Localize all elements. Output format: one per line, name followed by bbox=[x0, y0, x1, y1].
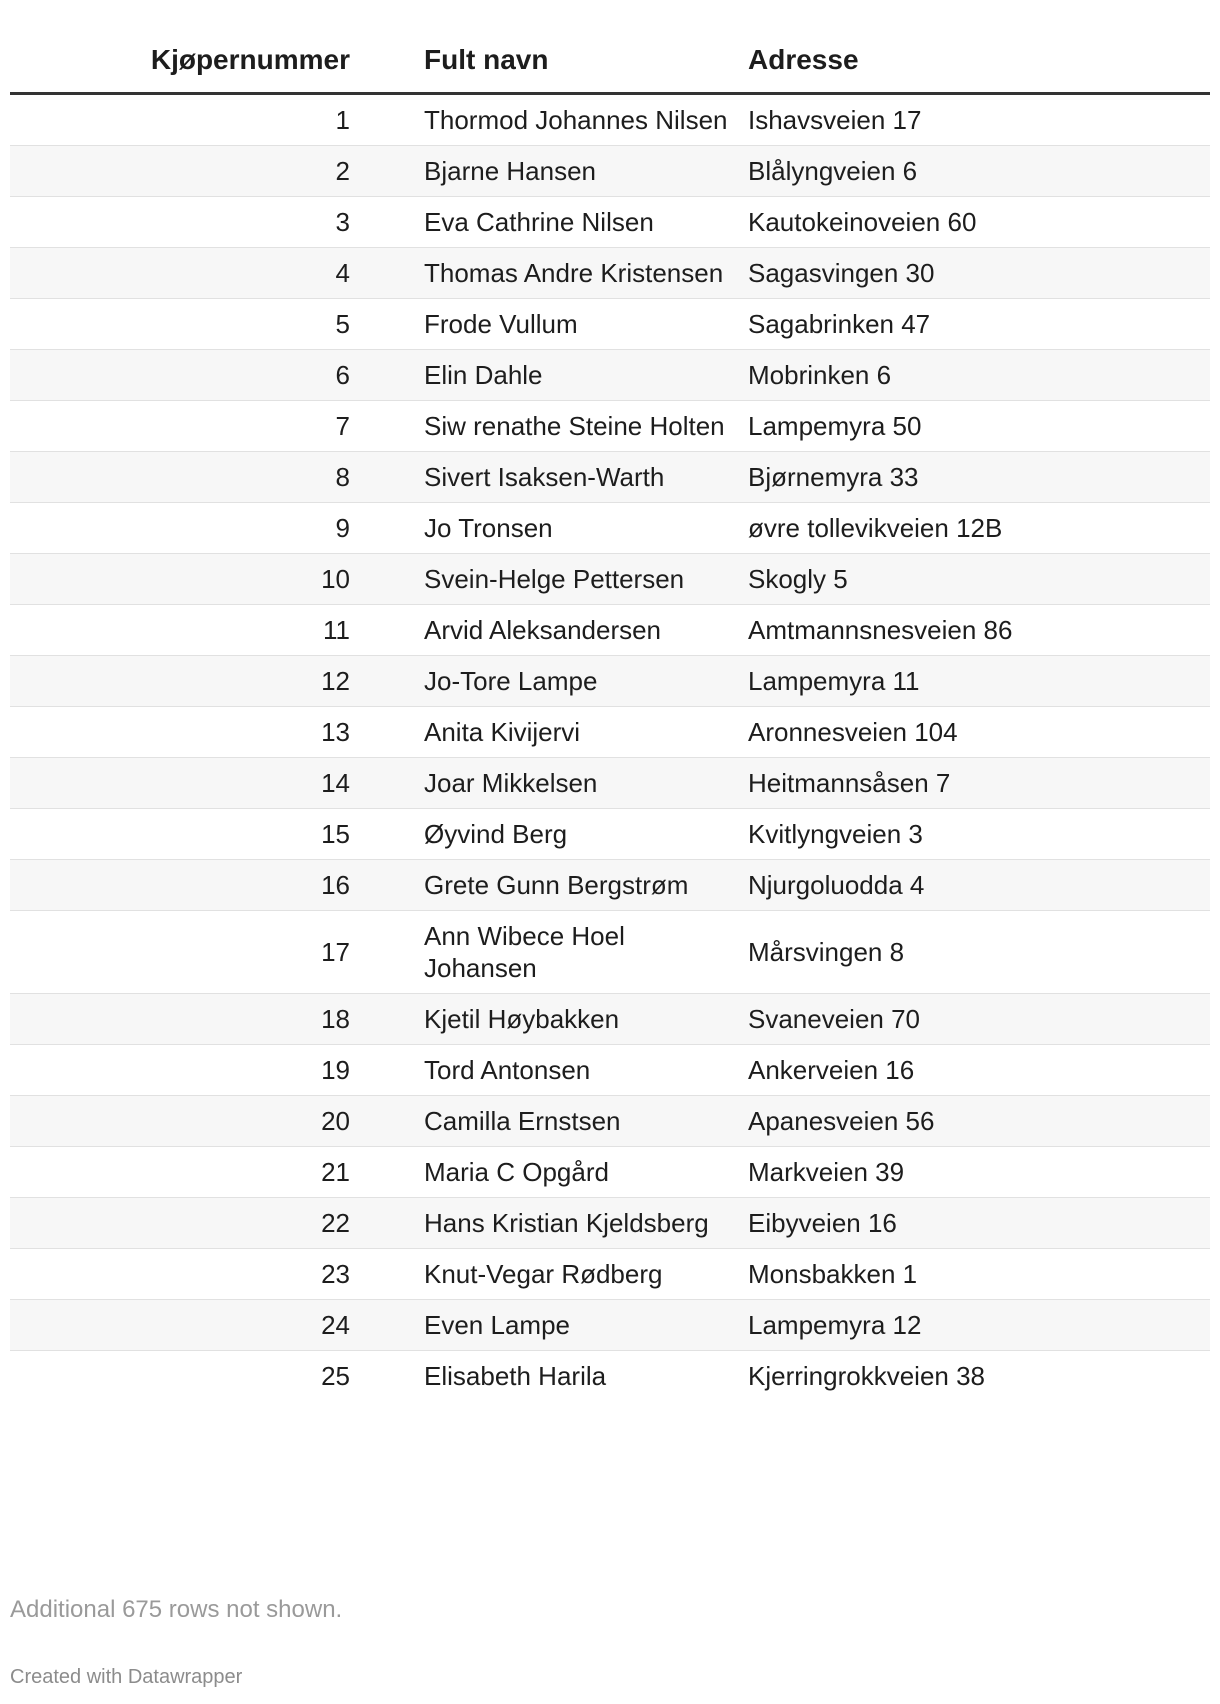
table-row bbox=[10, 146, 1210, 197]
cell-fult-navn: Jo-Tore Lampe bbox=[360, 656, 748, 707]
cell-kjopernummer: 2 bbox=[10, 146, 360, 197]
table-row bbox=[10, 605, 1210, 656]
cell-fult-navn: Siw renathe Steine Holten bbox=[360, 401, 748, 452]
cell-adresse: Sagabrinken 47 bbox=[748, 299, 1210, 350]
cell-fult-navn: Kjetil Høybakken bbox=[360, 994, 748, 1045]
table-row bbox=[10, 1198, 1210, 1249]
cell-adresse: Ankerveien 16 bbox=[748, 1045, 1210, 1096]
table-body bbox=[10, 94, 1210, 1402]
table-row bbox=[10, 994, 1210, 1045]
cell-kjopernummer: 11 bbox=[10, 605, 360, 656]
cell-kjopernummer: 10 bbox=[10, 554, 360, 605]
cell-adresse: Sagasvingen 30 bbox=[748, 248, 1210, 299]
cell-adresse: Svaneveien 70 bbox=[748, 994, 1210, 1045]
cell-fult-navn: Tord Antonsen bbox=[360, 1045, 748, 1096]
cell-adresse: Kvitlyngveien 3 bbox=[748, 809, 1210, 860]
cell-kjopernummer: 24 bbox=[10, 1300, 360, 1351]
cell-fult-navn: Grete Gunn Bergstrøm bbox=[360, 860, 748, 911]
table-row bbox=[10, 809, 1210, 860]
cell-fult-navn: Hans Kristian Kjeldsberg bbox=[360, 1198, 748, 1249]
cell-fult-navn: Øyvind Berg bbox=[360, 809, 748, 860]
cell-adresse: Skogly 5 bbox=[748, 554, 1210, 605]
table-row bbox=[10, 758, 1210, 809]
cell-kjopernummer: 5 bbox=[10, 299, 360, 350]
cell-adresse: Heitmannsåsen 7 bbox=[748, 758, 1210, 809]
table-row bbox=[10, 1045, 1210, 1096]
data-table bbox=[10, 36, 1210, 1401]
table-row bbox=[10, 197, 1210, 248]
table-row bbox=[10, 554, 1210, 605]
cell-adresse: Lampemyra 11 bbox=[748, 656, 1210, 707]
table-row bbox=[10, 656, 1210, 707]
cell-adresse: Ishavsveien 17 bbox=[748, 94, 1210, 146]
cell-fult-navn: Ann Wibece Hoel Johansen bbox=[360, 911, 748, 994]
cell-fult-navn: Arvid Aleksandersen bbox=[360, 605, 748, 656]
table-row bbox=[10, 1300, 1210, 1351]
cell-fult-navn: Svein-Helge Pettersen bbox=[360, 554, 748, 605]
table-row bbox=[10, 707, 1210, 758]
cell-kjopernummer: 13 bbox=[10, 707, 360, 758]
table-row bbox=[10, 248, 1210, 299]
cell-fult-navn: Elisabeth Harila bbox=[424, 1361, 607, 1391]
cell-kjopernummer: 7 bbox=[10, 401, 360, 452]
table-row bbox=[10, 911, 1210, 994]
cell-fult-navn: Even Lampe bbox=[360, 1300, 748, 1351]
cell-fult-navn: Bjarne Hansen bbox=[360, 146, 748, 197]
cell-kjopernummer: 21 bbox=[10, 1147, 360, 1198]
cell-adresse: Eibyveien 16 bbox=[748, 1198, 1210, 1249]
cell-fult-navn: Camilla Ernstsen bbox=[360, 1096, 748, 1147]
cell-kjopernummer: 19 bbox=[10, 1045, 360, 1096]
cell-adresse: Amtmannsnesveien 86 bbox=[748, 605, 1210, 656]
table-row bbox=[10, 94, 1210, 146]
table-row bbox=[10, 452, 1210, 503]
cell-fult-navn: Thomas Andre Kristensen bbox=[360, 248, 748, 299]
cell-adresse: Apanesveien 56 bbox=[748, 1096, 1210, 1147]
table-row bbox=[10, 1147, 1210, 1198]
table-row bbox=[10, 503, 1210, 554]
table-row bbox=[10, 860, 1210, 911]
cell-fult-navn: Anita Kivijervi bbox=[360, 707, 748, 758]
cell-adresse: Lampemyra 12 bbox=[748, 1300, 1210, 1351]
data-table-container bbox=[10, 36, 1210, 1401]
cell-fult-navn: Sivert Isaksen-Warth bbox=[360, 452, 748, 503]
table-row bbox=[10, 1351, 1210, 1402]
cell-kjopernummer: 20 bbox=[10, 1096, 360, 1147]
cell-kjopernummer: 6 bbox=[10, 350, 360, 401]
cell-adresse: Monsbakken 1 bbox=[748, 1249, 1210, 1300]
cell-kjopernummer: 16 bbox=[10, 860, 360, 911]
rows-not-shown-note: Additional 675 rows not shown. bbox=[10, 1596, 343, 1623]
table-row bbox=[10, 1249, 1210, 1300]
table-row bbox=[10, 350, 1210, 401]
cell-adresse: Mårsvingen 8 bbox=[748, 911, 1210, 994]
cell-adresse: Blålyngveien 6 bbox=[748, 146, 1210, 197]
cell-kjopernummer: 17 bbox=[10, 911, 360, 994]
cell-kjopernummer: 12 bbox=[10, 656, 360, 707]
cell-adresse: øvre tollevikveien 12B bbox=[748, 503, 1210, 554]
cell-fult-navn: Thormod Johannes Nilsen bbox=[360, 94, 748, 146]
cell-adresse: Aronnesveien 104 bbox=[748, 707, 1210, 758]
cell-adresse: Kautokeinoveien 60 bbox=[748, 197, 1210, 248]
cell-kjopernummer: 8 bbox=[10, 452, 360, 503]
cell-fult-navn: Jo Tronsen bbox=[360, 503, 748, 554]
cell-fult-navn: Eva Cathrine Nilsen bbox=[360, 197, 748, 248]
cell-adresse: Mobrinken 6 bbox=[748, 350, 1210, 401]
cell-kjopernummer: 25 bbox=[321, 1361, 350, 1391]
table-row bbox=[10, 401, 1210, 452]
cell-kjopernummer: 14 bbox=[10, 758, 360, 809]
cell-kjopernummer: 22 bbox=[10, 1198, 360, 1249]
column-header-kjopernummer[interactable]: Kjøpernummer bbox=[10, 36, 360, 94]
cell-fult-navn: Knut-Vegar Rødberg bbox=[360, 1249, 748, 1300]
cell-kjopernummer: 4 bbox=[10, 248, 360, 299]
cell-adresse: Bjørnemyra 33 bbox=[748, 452, 1210, 503]
cell-fult-navn: Elin Dahle bbox=[360, 350, 748, 401]
cell-adresse: Kjerringrokkveien 38 bbox=[748, 1361, 986, 1391]
cell-kjopernummer: 1 bbox=[10, 94, 360, 146]
table-header bbox=[10, 36, 1210, 94]
cell-kjopernummer: 3 bbox=[10, 197, 360, 248]
cell-adresse: Lampemyra 50 bbox=[748, 401, 1210, 452]
header-row bbox=[10, 36, 1210, 94]
datawrapper-credit: Created with Datawrapper bbox=[10, 1666, 243, 1688]
cell-kjopernummer: 9 bbox=[10, 503, 360, 554]
cell-fult-navn: Joar Mikkelsen bbox=[360, 758, 748, 809]
table-row bbox=[10, 1096, 1210, 1147]
table-row bbox=[10, 299, 1210, 350]
column-header-fult-navn[interactable]: Fult navn bbox=[360, 36, 748, 94]
column-header-adresse[interactable]: Adresse bbox=[748, 36, 1210, 94]
cell-kjopernummer: 15 bbox=[10, 809, 360, 860]
cell-kjopernummer: 23 bbox=[10, 1249, 360, 1300]
cell-fult-navn: Maria C Opgård bbox=[360, 1147, 748, 1198]
cell-adresse: Njurgoluodda 4 bbox=[748, 860, 1210, 911]
cell-adresse: Markveien 39 bbox=[748, 1147, 1210, 1198]
cell-fult-navn: Frode Vullum bbox=[360, 299, 748, 350]
cell-kjopernummer: 18 bbox=[10, 994, 360, 1045]
